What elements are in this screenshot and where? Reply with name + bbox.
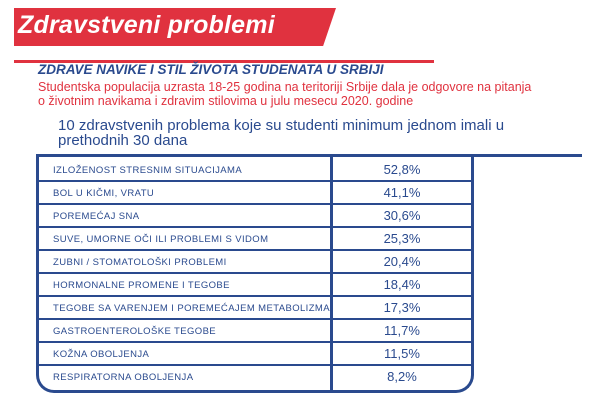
table-row xyxy=(39,343,471,366)
row-label: KOŽNA OBOLJENJA xyxy=(53,349,150,360)
problems-table xyxy=(36,156,474,393)
table-row xyxy=(39,205,471,228)
page-title: Zdravstveni problemi xyxy=(18,11,275,39)
table-row xyxy=(39,274,471,297)
row-label: GASTROENTEROLOŠKE TEGOBE xyxy=(53,326,217,337)
description: Studentska populacija uzrasta 18-25 godina na teritoriji Srbije dala je odgovore na pitanja o životnim navikama i zdravim stilovima u julu mesecu 2020. godine xyxy=(38,80,532,108)
row-value: 41,1% xyxy=(383,185,421,200)
row-label: RESPIRATORNA OBOLJENJA xyxy=(53,372,194,383)
row-label: HORMONALNE PROMENE I TEGOBE xyxy=(53,280,230,291)
row-value: 18,4% xyxy=(383,277,421,292)
table-row xyxy=(39,366,471,389)
row-label: BOL U KIČMI, VRATU xyxy=(53,188,155,199)
row-value: 20,4% xyxy=(383,254,421,269)
row-value: 30,6% xyxy=(383,208,421,223)
row-label: TEGOBE SA VARENJEM I POREMEĆAJEM METABOLIZMA xyxy=(53,303,330,314)
row-label: POREMEĆAJ SNA xyxy=(53,211,140,222)
row-label: SUVE, UMORNE OČI ILI PROBLEMI S VIDOM xyxy=(53,234,269,245)
row-value: 11,5% xyxy=(384,346,420,361)
table-title: 10 zdravstvenih problema koje su studenti minimum jednom imali u prethodnih 30 dana xyxy=(58,117,505,149)
table-row xyxy=(39,251,471,274)
row-value: 52,8% xyxy=(383,162,421,177)
table-row xyxy=(39,320,471,343)
table-row xyxy=(39,297,471,320)
table-row xyxy=(39,228,471,251)
row-value: 8,2% xyxy=(387,369,417,384)
table-row xyxy=(39,182,471,205)
subtitle: ZDRAVE NAVIKE I STIL ŽIVOTA STUDENATA U SRBIJI xyxy=(38,62,384,77)
row-label: IZLOŽENOST STRESNIM SITUACIJAMA xyxy=(53,165,243,176)
table-row xyxy=(39,159,471,182)
row-value: 17,3% xyxy=(383,300,421,315)
row-value: 25,3% xyxy=(383,231,421,246)
row-label: ZUBNI / STOMATOLOŠKI PROBLEMI xyxy=(53,257,227,268)
row-value: 11,7% xyxy=(384,323,420,338)
